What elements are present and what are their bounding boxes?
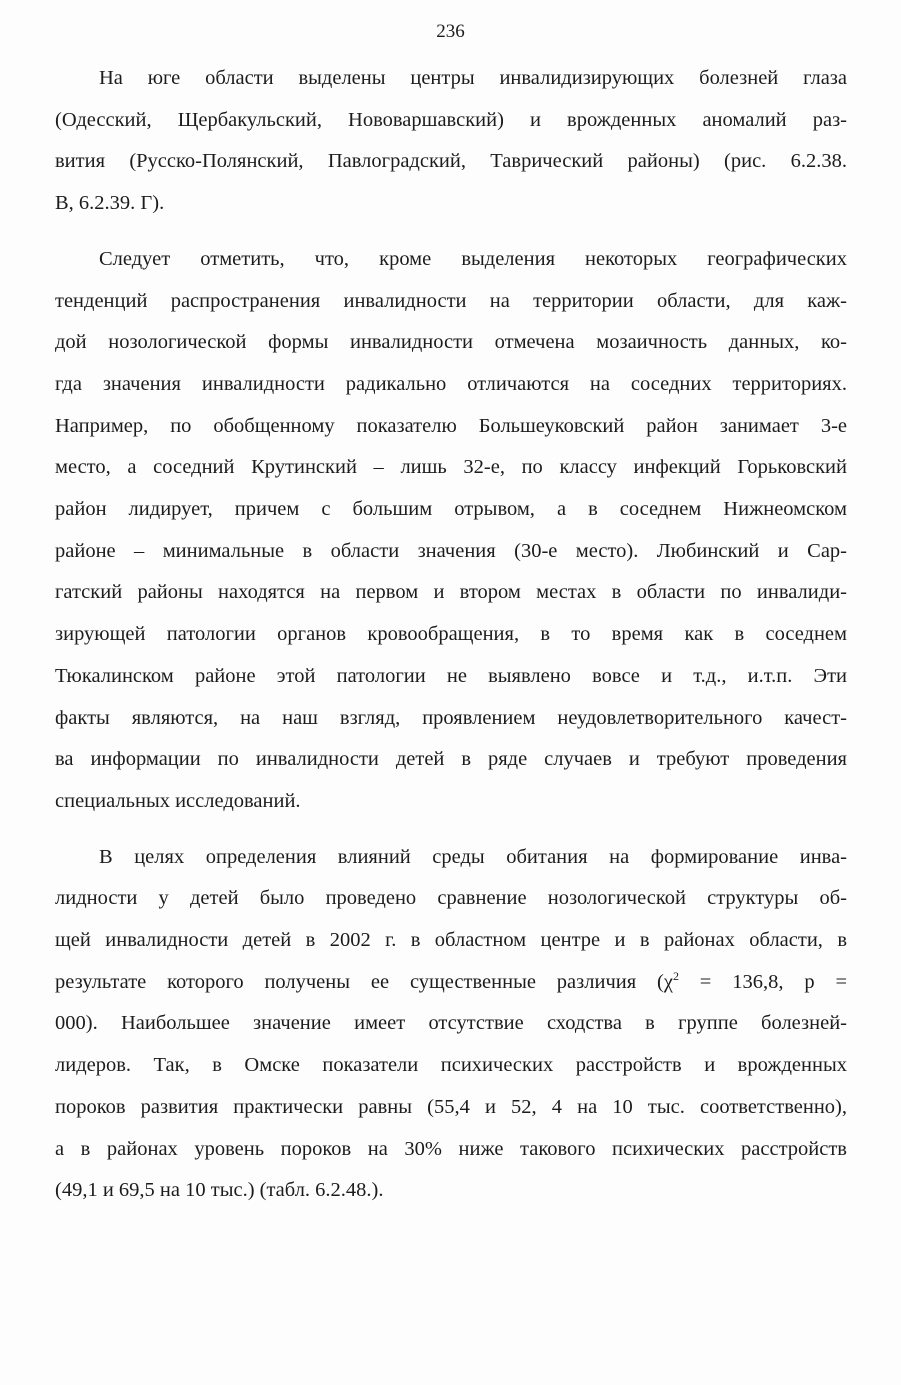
chi-superscript: 2 (672, 968, 679, 983)
text-line: щей инвалидности детей в 2002 г. в областном центре и в районах области, в (55, 929, 847, 952)
text-line: тенденций распространения инвалидности на территории области, для каж- (55, 289, 847, 312)
text-line: В, 6.2.39. Г). (55, 192, 165, 215)
text-line: районе – минимальные в области значения (30-е место). Любинский и Сар- (55, 539, 847, 562)
text-line: а в районах уровень пороков на 30% ниже такового психических расстройств (55, 1137, 847, 1160)
text-line: лидеров. Так, в Омске показатели психических расстройств и врожденных (55, 1054, 847, 1077)
text-line: место, а соседний Крутинский – лишь 32-е, по классу инфекций Горьковский (55, 456, 847, 479)
paragraph-spacer (55, 823, 847, 837)
chi-text-tail: = 136,8, p = (678, 970, 847, 993)
text-line: пороков развития практически равны (55,4 и 52, 4 на 10 тыс. соответственно), (55, 1095, 847, 1118)
text-line: гда значения инвалидности радикально отличаются на соседних территориях. (55, 372, 847, 395)
text-line: 000). Наибольшее значение имеет отсутствие сходства в группе болезней- (55, 1012, 847, 1035)
text-line: Тюкалинском районе этой патологии не выявлено вовсе и т.д., и.т.п. Эти (55, 664, 847, 687)
text-line: (49,1 и 69,5 на 10 тыс.) (табл. 6.2.48.). (55, 1179, 384, 1202)
text-line: лидности у детей было проведено сравнение нозологической структуры об- (55, 887, 847, 910)
paragraph-spacer (55, 225, 847, 239)
text-line: ва информации по инвалидности детей в ряде случаев и требуют проведения (55, 748, 847, 771)
text-line: специальных исследований. (55, 789, 301, 812)
chi-text-lead: результате которого получены ее существенные различия (χ (55, 970, 673, 993)
text-line-chi-square (55, 962, 847, 1004)
text-line: (Одесский, Щербакульский, Нововаршавский) и врожденных аномалий раз- (55, 108, 847, 131)
paragraph-2 (55, 239, 847, 823)
text-line: вития (Русско-Полянский, Павлоградский, Таврический районы) (рис. 6.2.38. (55, 150, 847, 173)
text-line: дой нозологической формы инвалидности отмечена мозаичность данных, ко- (55, 331, 847, 354)
text-line: факты являются, на наш взгляд, проявлением неудовлетворительного качест- (55, 706, 847, 729)
text-line: На юге области выделены центры инвалидизирующих болезней глаза (99, 67, 847, 89)
text-line: гатский районы находятся на первом и втором местах в области по инвалиди- (55, 581, 847, 604)
page-number: 236 (436, 21, 465, 42)
text-line: В целях определения влияний среды обитания на формирование инва- (99, 845, 847, 868)
text-line: Например, по обобщенному показателю Большеуковский район занимает 3-е (55, 414, 847, 437)
paragraph-1 (55, 58, 847, 225)
paragraph-3 (55, 837, 847, 1212)
text-line: Следует отметить, что, кроме выделения некоторых географических (99, 247, 847, 270)
text-line: район лидирует, причем с большим отрывом, а в соседнем Нижнеомском (55, 498, 847, 521)
text-line: зирующей патологии органов кровообращения, в то время как в соседнем (55, 623, 847, 646)
body-text (55, 58, 847, 1212)
